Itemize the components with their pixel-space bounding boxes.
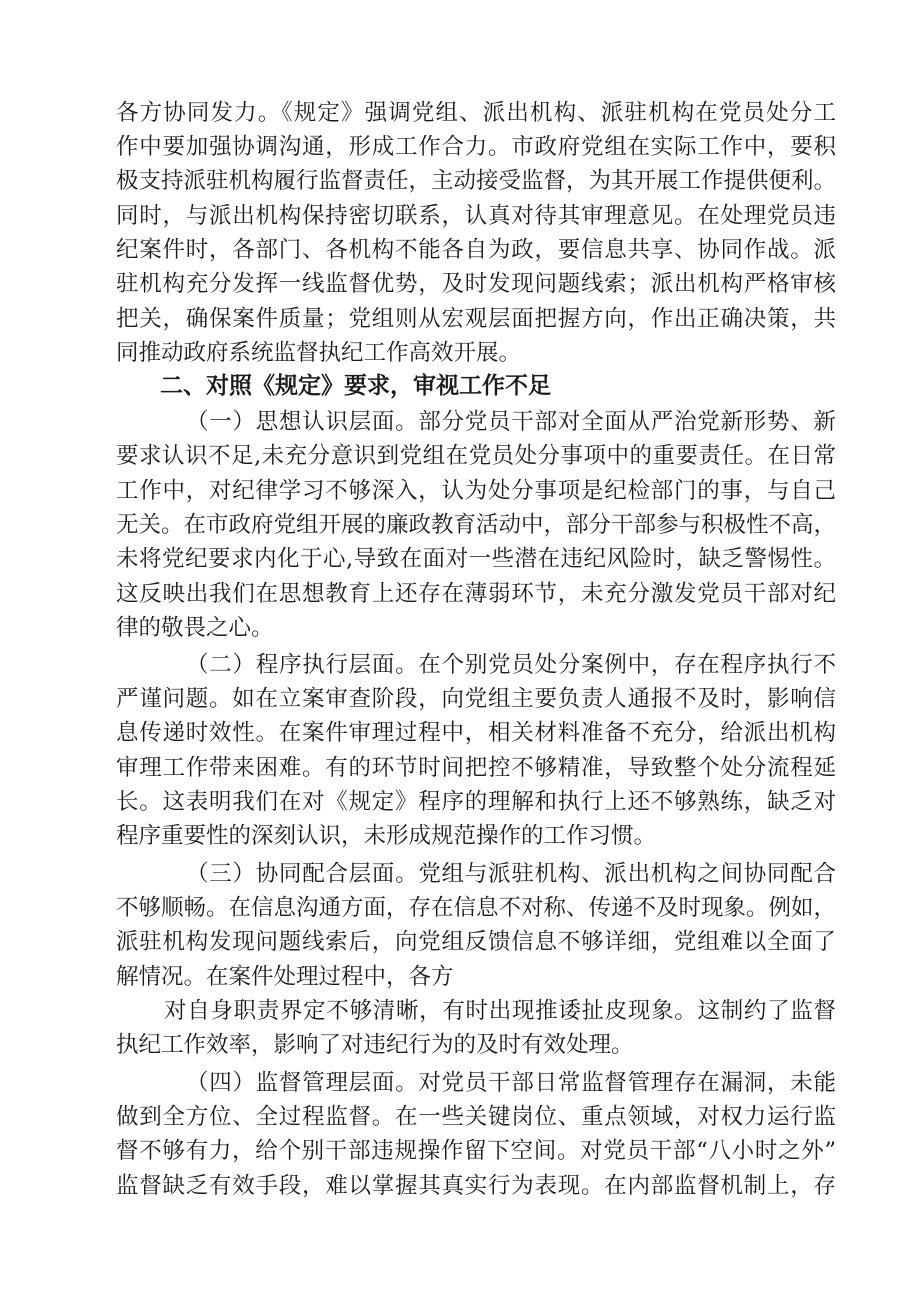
- body-text-line: 要求认识不足,未充分意识到党组在党员处分事项中的重要责任。在日常: [116, 443, 836, 469]
- body-text-line: 工作中，对纪律学习不够深入，认为处分事项是纪检部门的事，与自己: [116, 478, 836, 504]
- body-text-line: 纪案件时，各部门、各机构不能各自为政，要信息共享、协同作战。派: [116, 237, 836, 263]
- body-text-line: （四）监督管理层面。对党员干部日常监督管理存在漏洞，未能: [186, 1070, 836, 1096]
- body-text-line: 不够顺畅。在信息沟通方面，存在信息不对称、传递不及时现象。例如，: [116, 895, 837, 921]
- body-text-line: 执纪工作效率，影响了对违纪行为的及时有效处理。: [116, 1032, 634, 1058]
- body-text-line: 这反映出我们在思想教育上还存在薄弱环节，未充分激发党员干部对纪: [116, 581, 836, 607]
- body-text-line: 未将党纪要求内化于心,导致在面对一些潜在违纪风险时，缺乏警惕性。: [116, 546, 836, 572]
- body-text-line: 律的敬畏之心。: [116, 615, 274, 641]
- body-text-line: （三）协同配合层面。党组与派驻机构、派出机构之间协同配合: [186, 861, 836, 887]
- body-text-line: 驻机构充分发挥一线监督优势，及时发现问题线索；派出机构严格审核: [116, 271, 836, 297]
- body-text-line: 各方协同发力。《规定》强调党组、派出机构、派驻机构在党员处分工: [116, 100, 836, 126]
- body-text-line: 派驻机构发现问题线索后，向党组反馈信息不够详细，党组难以全面了: [116, 929, 836, 955]
- body-text-line: 审理工作带来困难。有的环节时间把控不够精准，导致整个处分流程延: [116, 755, 836, 781]
- body-text-line: （二）程序执行层面。在个别党员处分案例中，存在程序执行不: [186, 652, 836, 678]
- body-text-line: 监督缺乏有效手段，难以掌握其真实行为表现。在内部监督机制上，存: [116, 1173, 836, 1199]
- body-text-line: 把关，确保案件质量；党组则从宏观层面把握方向，作出正确决策，共: [116, 306, 836, 332]
- body-text-line: 息传递时效性。在案件审理过程中，相关材料准备不充分，给派出机构: [116, 720, 836, 746]
- body-text-line: 程序重要性的深刻认识，未形成规范操作的工作习惯。: [116, 823, 657, 849]
- body-text-line: 做到全方位、全过程监督。在一些关键岗位、重点领域，对权力运行监: [116, 1104, 836, 1130]
- body-text-line: 同时，与派出机构保持密切联系，认真对待其审理意见。在处理党员违: [116, 203, 836, 229]
- body-text-line: 同推动政府系统监督执纪工作高效开展。: [116, 340, 522, 366]
- body-text-line: 长。这表明我们在对《规定》程序的理解和执行上还不够熟练，缺乏对: [116, 789, 836, 815]
- body-text-line: 严谨问题。如在立案审查阶段，向党组主要负责人通报不及时，影响信: [116, 686, 836, 712]
- section-heading: 二、对照《规定》要求，审视工作不足: [160, 373, 551, 399]
- body-text-line: 解情况。在案件处理过程中，各方: [116, 964, 454, 990]
- body-text-line: 对自身职责界定不够清晰，有时出现推诿扯皮现象。这制约了监督: [164, 998, 836, 1024]
- body-text-line: （一）思想认识层面。部分党员干部对全面从严治党新形势、新: [186, 409, 836, 435]
- body-text-line: 督不够有力，给个别干部违规操作留下空间。对党员干部“八小时之外”: [116, 1138, 836, 1164]
- body-text-line: 作中要加强协调沟通，形成工作合力。市政府党组在实际工作中，要积: [116, 134, 836, 160]
- body-text-line: 无关。在市政府党组开展的廉政教育活动中，部分干部参与积极性不高，: [116, 512, 837, 538]
- body-text-line: 极支持派驻机构履行监督责任，主动接受监督，为其开展工作提供便利。: [116, 168, 837, 194]
